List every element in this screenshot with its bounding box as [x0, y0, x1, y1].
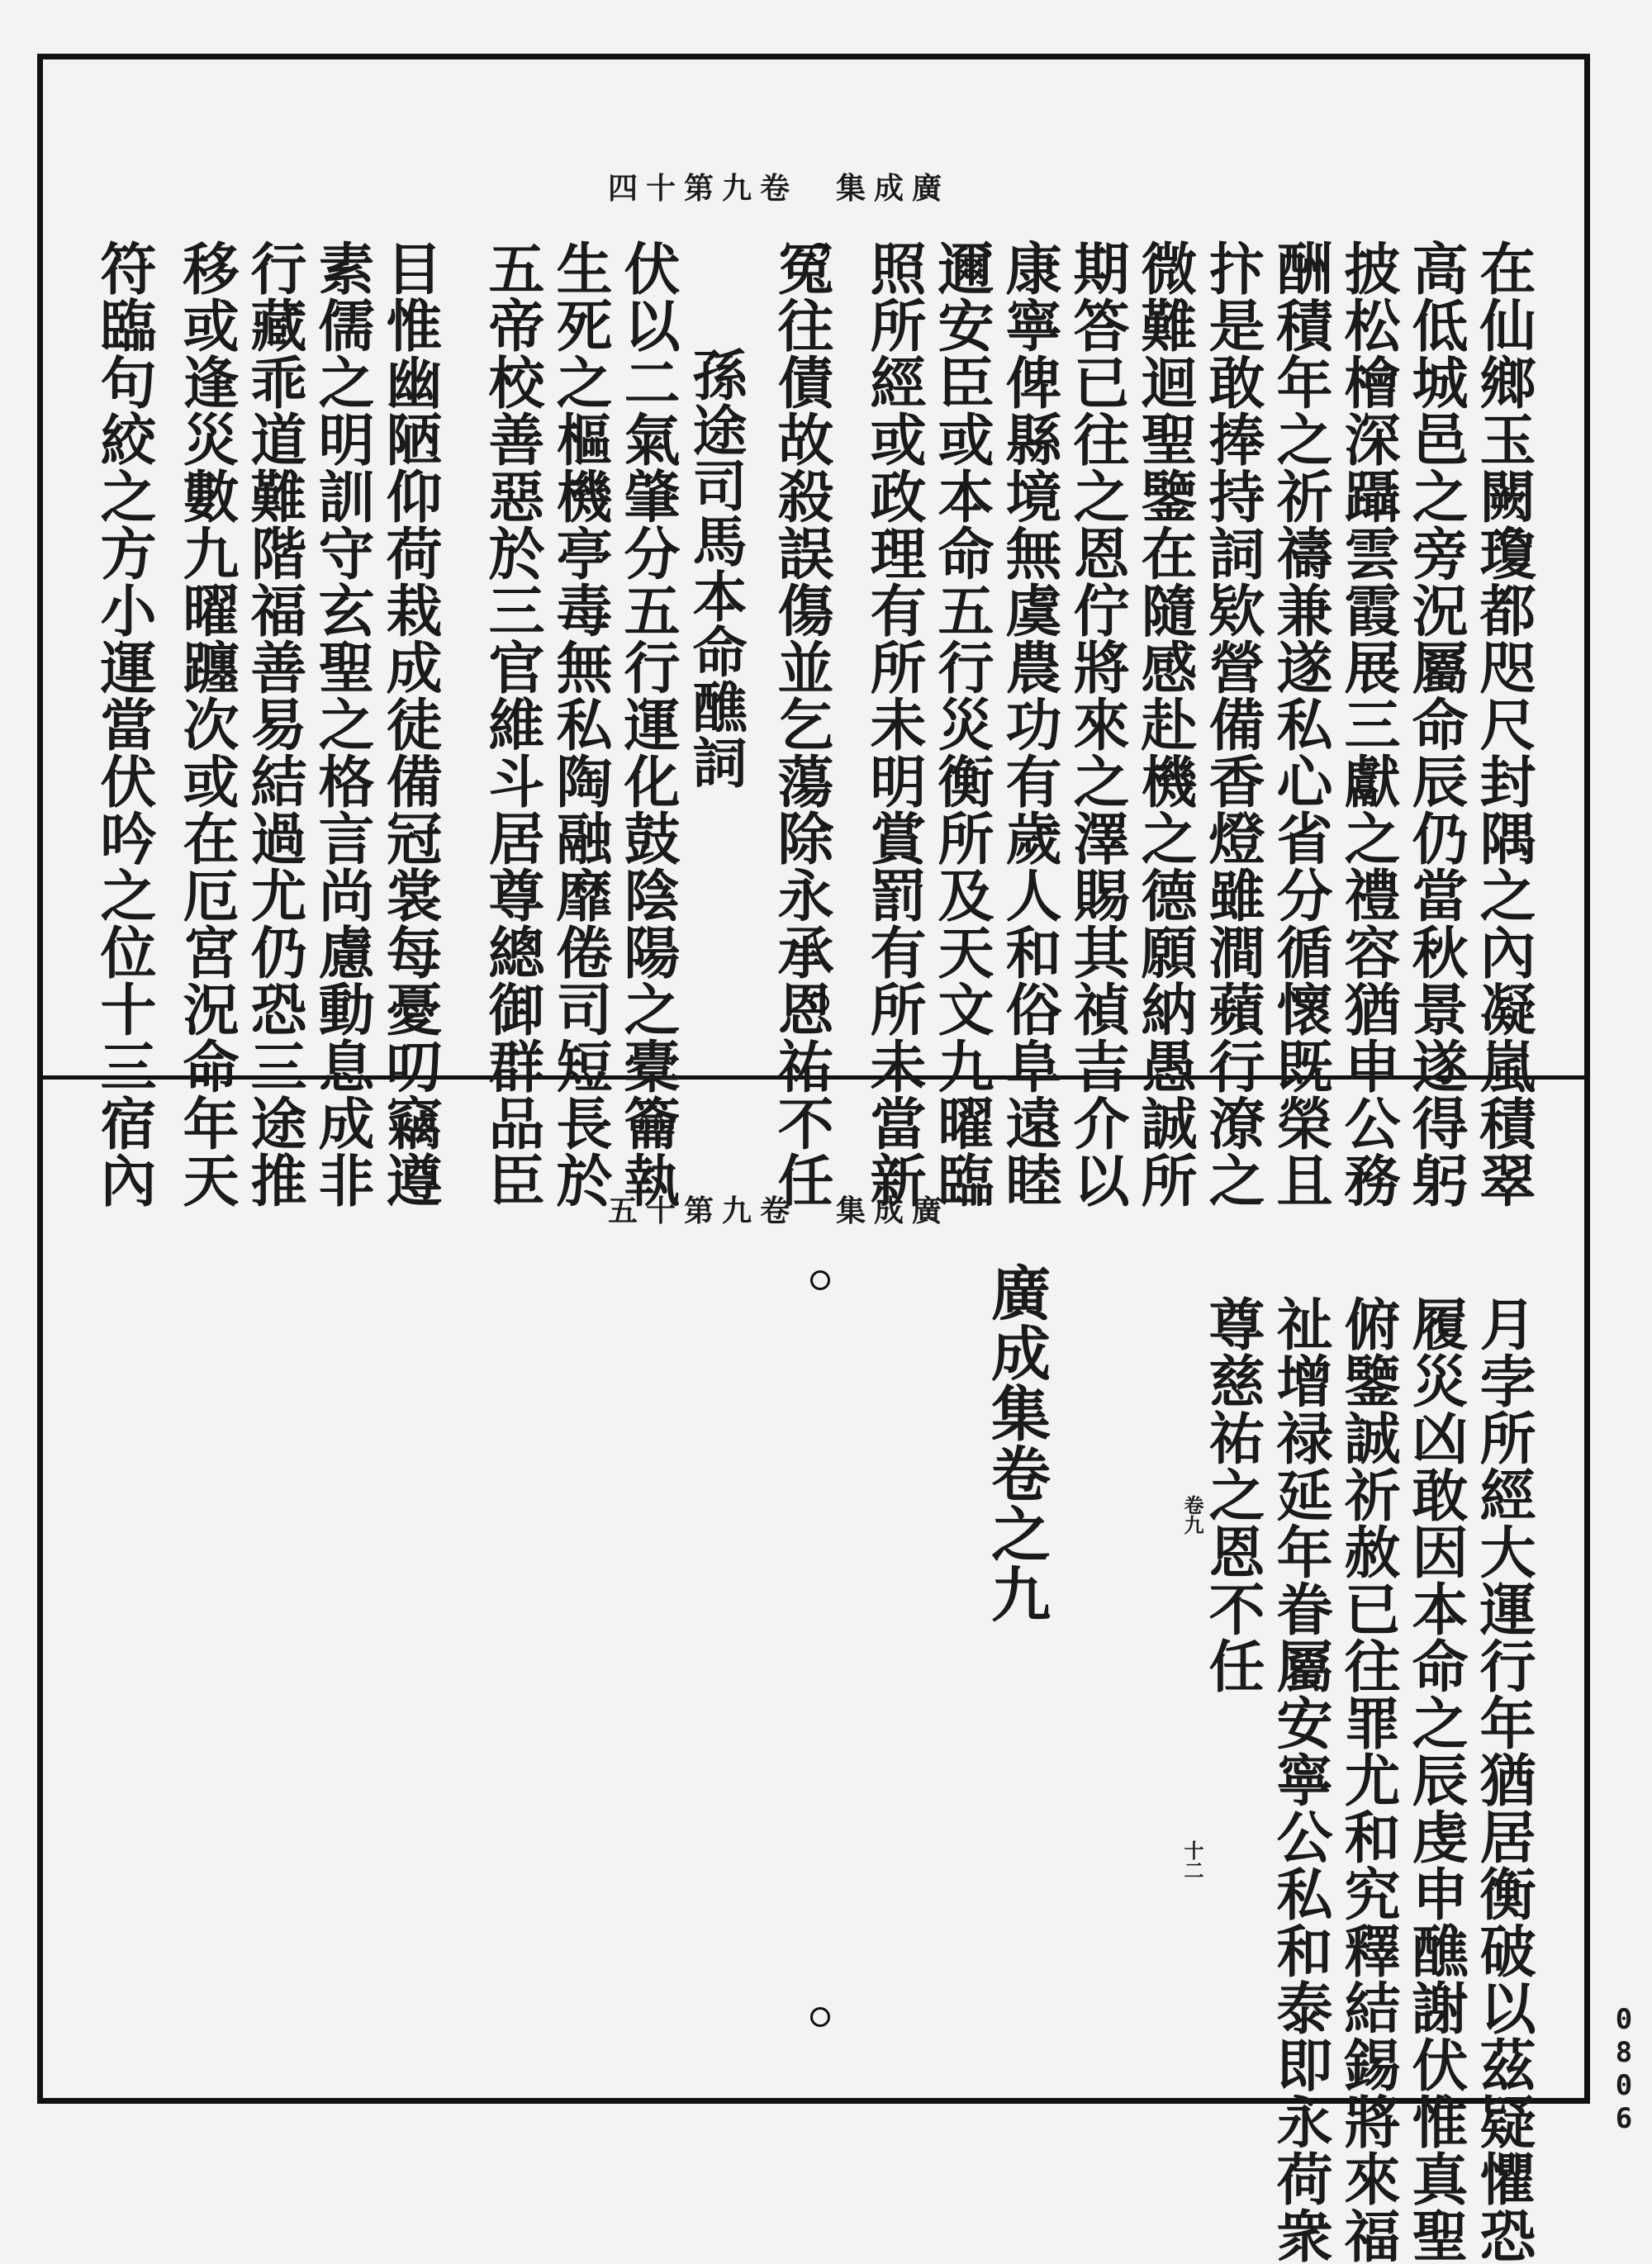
circle-mark	[809, 993, 829, 1013]
volume-note: 卷九	[1180, 1495, 1204, 1535]
top-column-2: 高低城邑之旁況屬命辰仍當秋景遂得躬	[1403, 240, 1469, 1208]
top-column-19: 移或逢災數九曜躔次或在厄宮況命年天	[173, 240, 240, 1208]
top-column-15: 五帝校善惡於三官維斗居尊總御群品臣	[479, 240, 545, 1208]
bottom-column-2: 履災凶敢因本命之辰虔申醮謝伏惟真聖	[1403, 1295, 1469, 2264]
top-column-7: 期答已往之恩佇將來之澤賜其禎吉介以	[1064, 240, 1130, 1208]
top-column-13: 伏以二氣肇分五行運化鼓陰陽之橐籥執	[615, 240, 681, 1208]
top-column-14: 生死之樞機亭毒無私陶融靡倦司短長於	[547, 240, 613, 1208]
top-column-9: 邇安臣或本命五行災衡所及天文九曜臨	[928, 240, 995, 1208]
bottom-column-3: 俯鑒誠祈赦已往罪尤和究釋結錫將來福	[1335, 1295, 1401, 2264]
top-column-12-heading: 孫途司馬本命醮詞	[683, 347, 748, 790]
circle-mark	[809, 243, 829, 263]
circle-mark	[810, 1270, 830, 1290]
top-column-11: 冤往債故殺誤傷並乞蕩除永承恩祐不任	[768, 240, 834, 1208]
top-column-20: 符臨句絞之方小運當伏吟之位十三宿內	[91, 240, 157, 1208]
top-column-18: 行藏乖道難階福善易結過尤仍恐三途推	[241, 240, 307, 1208]
top-column-10: 照所經或政理有所未明賞罰有所未當新	[861, 240, 927, 1208]
circle-mark	[810, 2007, 830, 2027]
bottom-column-1: 月孛所經大運行年猶居衡破以茲疑懼恐	[1470, 1295, 1536, 2264]
top-column-6: 微難迴聖鑒在隨感赴機之德願納愚誠所	[1132, 240, 1198, 1208]
bottom-column-5: 尊慈祐之恩不任	[1199, 1295, 1265, 1694]
top-column-5: 抃是敢捧持詞欵營備香燈雖澗蘋行潦之	[1199, 240, 1265, 1208]
bottom-column-4: 祉增禄延年眷屬安寧公私和泰即永荷衆	[1267, 1295, 1333, 2264]
top-column-3: 披松檜深躡雲霞展三獻之禮容猶申公務	[1335, 240, 1401, 1208]
top-column-16: 目惟幽陋仰荷栽成徒備冠裳每憂叨竊遵	[377, 240, 443, 1208]
page-number: 0806	[1607, 2003, 1640, 2135]
top-column-4: 酬積年之祈禱兼遂私心省分循懷既榮且	[1267, 240, 1333, 1208]
end-title: 廣成集卷之九	[981, 1262, 1051, 1624]
top-column-8: 康寧俾縣境無虞農功有歲人和俗阜遠睦	[996, 240, 1062, 1208]
top-header: 四十第九卷 集成廣	[608, 171, 951, 206]
leaf-number: 十二	[1180, 1840, 1204, 1880]
top-column-1: 在仙鄉玉闕瓊都咫尺封隅之內凝嵐積翠	[1470, 240, 1536, 1208]
top-column-17: 素儒之明訓守玄聖之格言尚慮動息成非	[309, 240, 375, 1208]
bottom-header: 五十第九卷 集成廣	[608, 1194, 951, 1228]
